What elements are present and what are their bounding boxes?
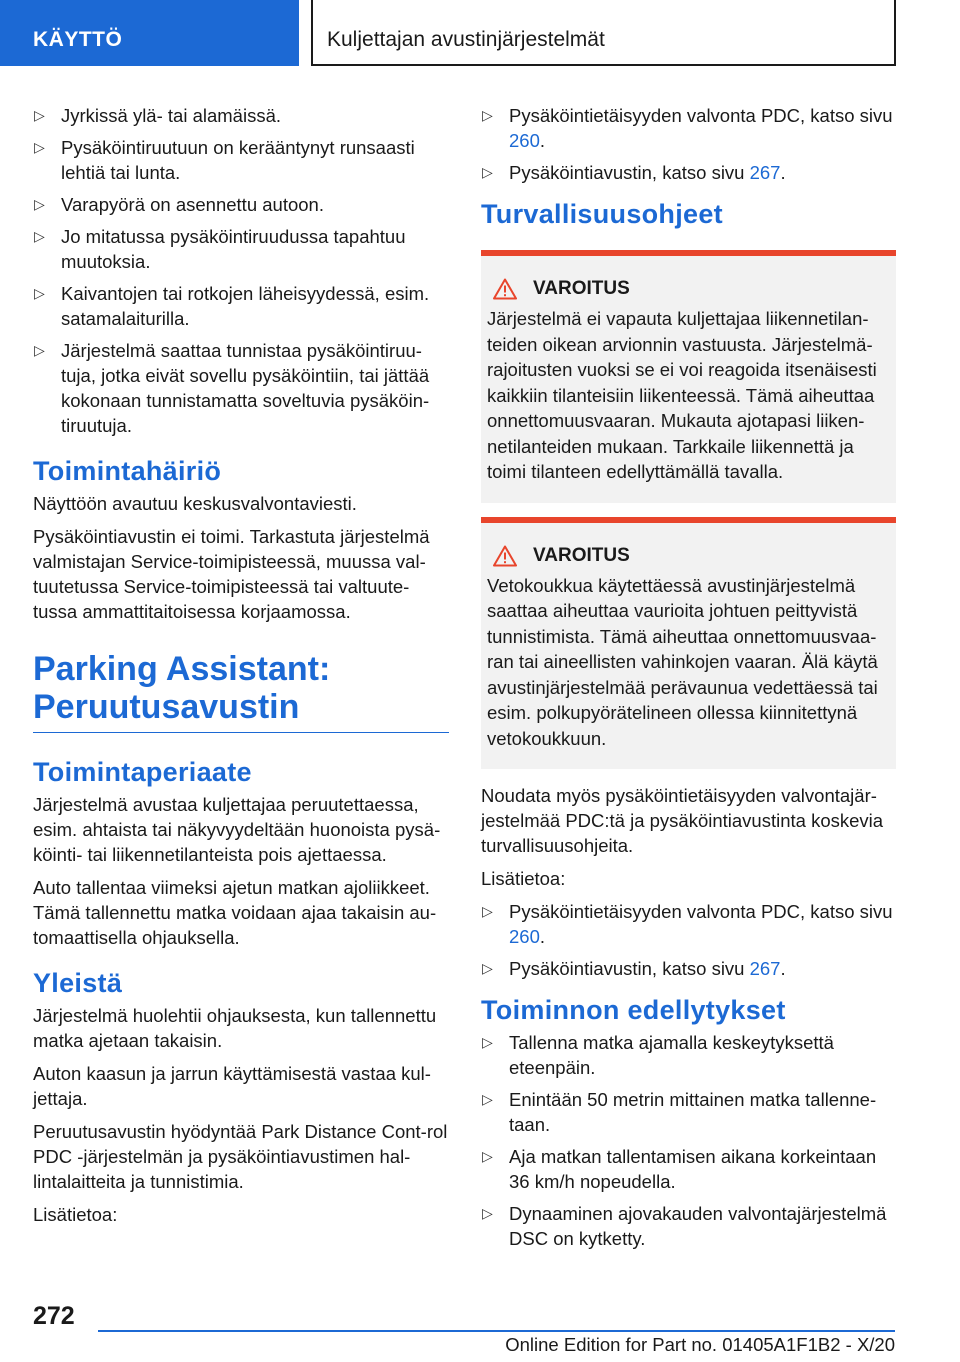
- footer-divider: [98, 1330, 895, 1332]
- triangle-right-icon: ▷: [34, 107, 45, 123]
- triangle-right-icon: ▷: [482, 1148, 493, 1164]
- triangle-right-icon: ▷: [482, 164, 493, 180]
- right-column: [481, 103, 896, 1258]
- list-item: ▷ Pysäköintiruutuun on kerääntynyt runsaasti lehtiä tai lunta.: [34, 137, 415, 183]
- list-item: ▷ Varapyörä on asennettu autoon.: [34, 194, 324, 215]
- triangle-right-icon: ▷: [482, 960, 493, 976]
- list-item: ▷ Tallenna matka ajamalla keskeytyksettä eteenpäin.: [482, 1032, 834, 1078]
- warning-box: [481, 517, 896, 770]
- page-link-260[interactable]: 260: [509, 130, 540, 151]
- page-link-260[interactable]: 260: [509, 926, 540, 947]
- list-item: ▷ Kaivantojen tai rotkojen läheisyydessä, esim. satamalaiturilla.: [34, 283, 430, 329]
- warning-triangle-icon: [493, 278, 517, 300]
- paragraph: Järjestelmä avustaa kuljettajaa peruutettaessa, esim. ahtaista tai näkyvyydeltään huonoista pysä‐köinti- tai liikennetilanteista pois ajettaessa.: [33, 794, 441, 865]
- triangle-right-icon: ▷: [34, 196, 45, 212]
- page-number: 272: [33, 1302, 75, 1330]
- paragraph: Järjestelmä huolehtii ohjauksesta, kun tallennettu matka ajetaan takaisin.: [33, 1005, 437, 1051]
- page-header: [0, 0, 960, 66]
- edition-footer: Online Edition for Part no. 01405A1F1B2 - X/20: [505, 1334, 895, 1355]
- warning-label: VAROITUS: [533, 544, 630, 566]
- conditions-list: [33, 103, 449, 438]
- warning-label: VAROITUS: [533, 278, 630, 299]
- chapter-title: Kuljettajan avustinjärjestelmät: [311, 0, 896, 66]
- warning-header: [487, 278, 888, 300]
- prerequisites-heading: Toiminnon edellytykset: [481, 995, 786, 1025]
- left-column: [33, 103, 449, 1235]
- reference-item: ▷ Pysäköintiavustin, katso sivu 267.: [482, 162, 786, 183]
- reference-item: ▷ Pysäköintietäisyyden valvonta PDC, katso sivu 260.: [482, 901, 893, 947]
- triangle-right-icon: ▷: [482, 107, 493, 123]
- reference-list-top: [481, 103, 896, 185]
- malfunction-heading: Toimintahäiriö: [33, 456, 222, 486]
- warning-triangle-icon: [493, 545, 517, 567]
- triangle-right-icon: ▷: [482, 1091, 493, 1107]
- section-tab: KÄYTTÖ: [0, 0, 299, 66]
- paragraph: Lisätietoa:: [481, 868, 566, 889]
- page-link-267[interactable]: 267: [749, 958, 781, 979]
- safety-heading: Turvallisuusohjeet: [481, 199, 723, 229]
- list-item: ▷ Enintään 50 metrin mittainen matka tallenne‐taan.: [482, 1089, 877, 1135]
- reference-item: ▷ Pysäköintietäisyyden valvonta PDC, katso sivu 260.: [482, 105, 893, 151]
- warning-text: Järjestelmä ei vapauta kuljettajaa liikennetilan‐teiden oikean arvionnin vastuusta. Järjestelmä‐rajoitusten vuoksi se ei voi reagoida itsenäisesti kaikkiin tilanteisiin liikenteessä. Tämä aiheuttaa onnettomuusvaaran. Mukauta ajotapasi liiken‐netilanteiden mukaan. Tarkkaile liikennettä ja toimi tilanteen edellyttämällä tavalla.: [487, 308, 877, 482]
- paragraph: Pysäköintiavustin ei toimi. Tarkastuta järjestelmä valmistajan Service-toimipisteessä, muussa val‐tuutetussa Service-toimipisteessä tai valtuute‐tussa ammattitaitoisessa korjaamossa.: [33, 526, 430, 622]
- triangle-right-icon: ▷: [482, 903, 493, 919]
- page-link-267[interactable]: 267: [749, 162, 781, 183]
- list-item: ▷ Dynaaminen ajovakauden valvontajärjestelmä DSC on kytketty.: [482, 1203, 887, 1249]
- reference-item: ▷ Pysäköintiavustin, katso sivu 267.: [482, 958, 786, 979]
- warning-text: Vetokoukkua käytettäessä avustinjärjestelmä saattaa aiheuttaa vaurioita johtuen peittyvistä tunnistimista. Tämä aiheuttaa onnettomuusvaa‐ran tai aineellisten vahinkojen vaaran. Älä käytä avustinjärjestelmää perävaunua vedettäessä tai esim. polkupyörätelineen ollessa kiinnitettynä vetokoukkuun.: [487, 574, 878, 749]
- triangle-right-icon: ▷: [34, 342, 45, 358]
- triangle-right-icon: ▷: [482, 1034, 493, 1050]
- warning-box: [481, 250, 896, 503]
- triangle-right-icon: ▷: [34, 285, 45, 301]
- main-section-title: Parking Assistant: Peruutusavustin: [33, 650, 449, 733]
- list-item: ▷ Järjestelmä saattaa tunnistaa pysäköintiruu‐tuja, jotka eivät sovellu pysäköintiin, tai jättää kokonaan tunnistamatta soveltuvia pysäköin‐tiruutuja.: [34, 340, 430, 436]
- triangle-right-icon: ▷: [34, 228, 45, 244]
- warning-header: [487, 545, 888, 567]
- list-item: ▷ Aja matkan tallentamisen aikana korkeintaan 36 km/h nopeudella.: [482, 1146, 877, 1192]
- paragraph: Noudata myös pysäköintietäisyyden valvontajär‐jestelmää PDC:tä ja pysäköintiavustinta koskevia turvallisuusohjeita.: [481, 785, 884, 856]
- principle-heading: Toimintaperiaate: [33, 757, 252, 787]
- prerequisites-list: [481, 1030, 896, 1251]
- paragraph: Lisätietoa:: [33, 1204, 118, 1225]
- triangle-right-icon: ▷: [34, 139, 45, 155]
- reference-list-bottom: [481, 899, 896, 981]
- paragraph: Peruutusavustin hyödyntää Park Distance Cont‐rol PDC -järjestelmän ja pysäköintiavustimen hal‐lintalaitteita ja tunnistimia.: [33, 1121, 448, 1192]
- triangle-right-icon: ▷: [482, 1205, 493, 1221]
- list-item: ▷ Jyrkissä ylä- tai alamäissä.: [34, 105, 282, 126]
- paragraph: Näyttöön avautuu keskusvalvontaviesti.: [33, 493, 357, 514]
- list-item: ▷ Jo mitatussa pysäköintiruudussa tapahtuu muutoksia.: [34, 226, 406, 272]
- general-heading: Yleistä: [33, 968, 123, 998]
- paragraph: Auton kaasun ja jarrun käyttämisestä vastaa kul‐jettaja.: [33, 1063, 431, 1109]
- paragraph: Auto tallentaa viimeksi ajetun matkan ajoliikkeet. Tämä tallennettu matka voidaan ajaa takaisin au‐tomaattisella ohjauksella.: [33, 877, 437, 948]
